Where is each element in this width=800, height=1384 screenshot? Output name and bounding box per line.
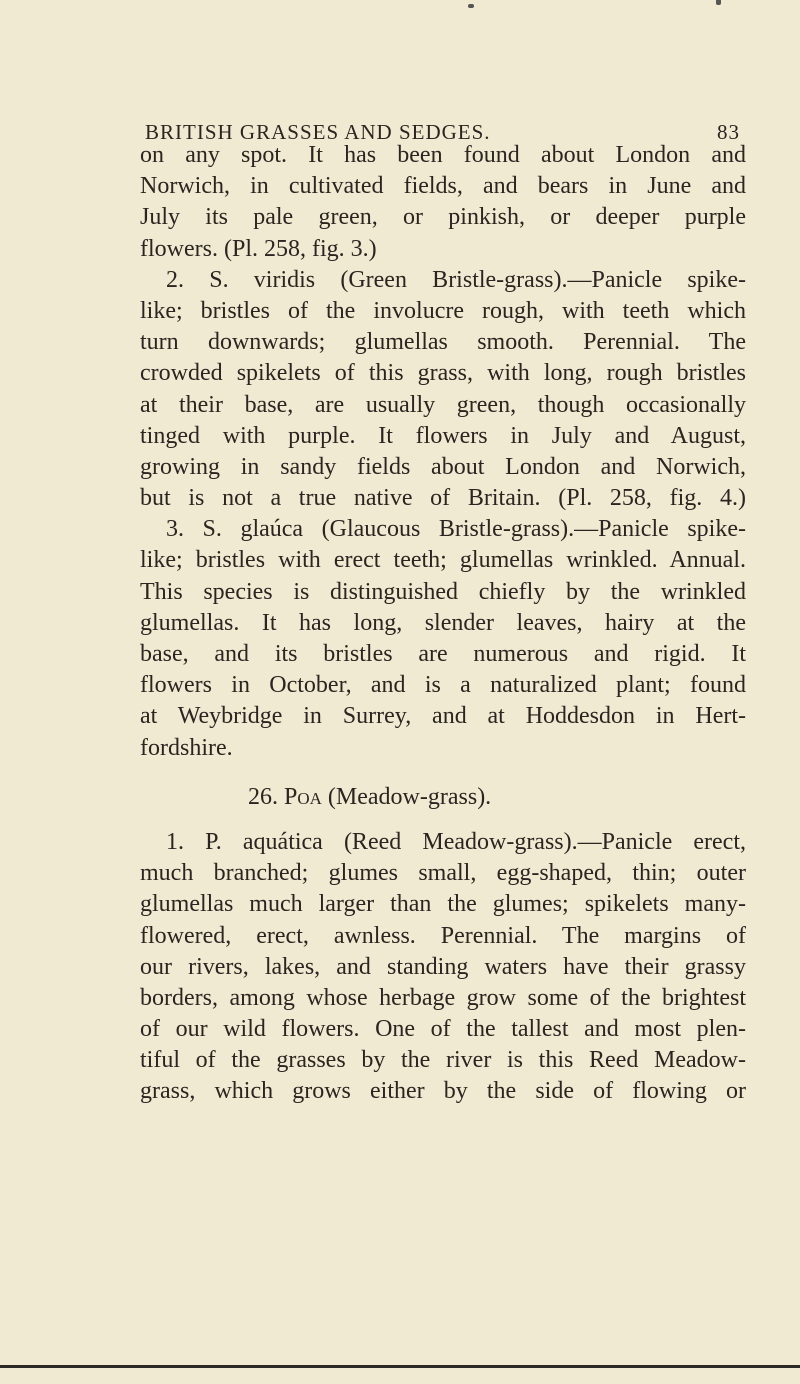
text-line: glumellas much larger than the glumes; spikelets many- [140, 891, 746, 918]
ink-speck-right [716, 0, 721, 5]
text-line: but is not a true native of Britain. (Pl. 258, fig. 4.) [140, 485, 746, 512]
text-line: borders, among whose herbage grow some of the brightest [140, 984, 746, 1011]
text-line: growing in sandy fields about London and Norwich, [140, 453, 746, 480]
text-line: on any spot. It has been found about London and [140, 142, 746, 168]
section-genus: Poa [284, 783, 322, 810]
text-line: fordshire. [140, 734, 233, 761]
text-line: our rivers, lakes, and standing waters have their grassy [140, 953, 746, 980]
text-line: at their base, are usually green, though occasionally [140, 391, 746, 418]
text-line: much branched; glumes small, egg-shaped, thin; outer [140, 860, 746, 887]
section-common-name: (Meadow-grass). [327, 783, 492, 810]
text-line: July its pale green, or pinkish, or deeper purple [140, 204, 746, 231]
page-bottom-rule [0, 1365, 800, 1368]
text-line: 2. S. viridis (Green Bristle-grass).—Panicle spike- [166, 266, 746, 293]
text-line: Norwich, in cultivated fields, and bears in June and [140, 173, 746, 200]
text-line: flowers in October, and is a naturalized plant; found [140, 672, 746, 699]
text-line: crowded spikelets of this grass, with long, rough bristles [140, 360, 746, 387]
text-line: glumellas. It has long, slender leaves, hairy at the [140, 609, 746, 636]
text-line: 1. P. aquática (Reed Meadow-grass).—Panicle erect, [166, 828, 746, 855]
text-line: of our wild flowers. One of the tallest and most plen- [140, 1016, 746, 1043]
text-line: tinged with purple. It flowers in July and August, [140, 422, 746, 449]
text-line: turn downwards; glumellas smooth. Perennial. The [140, 329, 746, 356]
text-line: like; bristles with erect teeth; glumellas wrinkled. Annual. [140, 547, 746, 574]
text-line: base, and its bristles are numerous and rigid. It [140, 641, 746, 667]
section-heading [140, 782, 746, 813]
ink-speck-top [468, 4, 474, 8]
text-line: grass, which grows either by the side of flowing or [140, 1078, 746, 1105]
text-line: tiful of the grasses by the river is this Reed Meadow- [140, 1047, 746, 1074]
text-line: flowered, erect, awnless. Perennial. The margins of [140, 922, 746, 949]
text-line: like; bristles of the involucre rough, with teeth which [140, 297, 746, 324]
body-text [140, 140, 746, 1108]
text-line: flowers. (Pl. 258, fig. 3.) [140, 235, 377, 262]
text-line: This species is distinguished chiefly by the wrinkled [140, 578, 746, 605]
running-title: BRITISH GRASSES AND SEDGES. [145, 120, 491, 144]
text-line: at Weybridge in Surrey, and at Hoddesdon in Hert- [140, 703, 746, 730]
section-spacer [140, 764, 746, 782]
page-number: 83 [717, 120, 740, 144]
section-number: 26. [248, 783, 278, 810]
section-spacer [140, 813, 746, 827]
text-line: 3. S. glaúca (Glaucous Bristle-grass).—Panicle spike- [166, 516, 746, 543]
